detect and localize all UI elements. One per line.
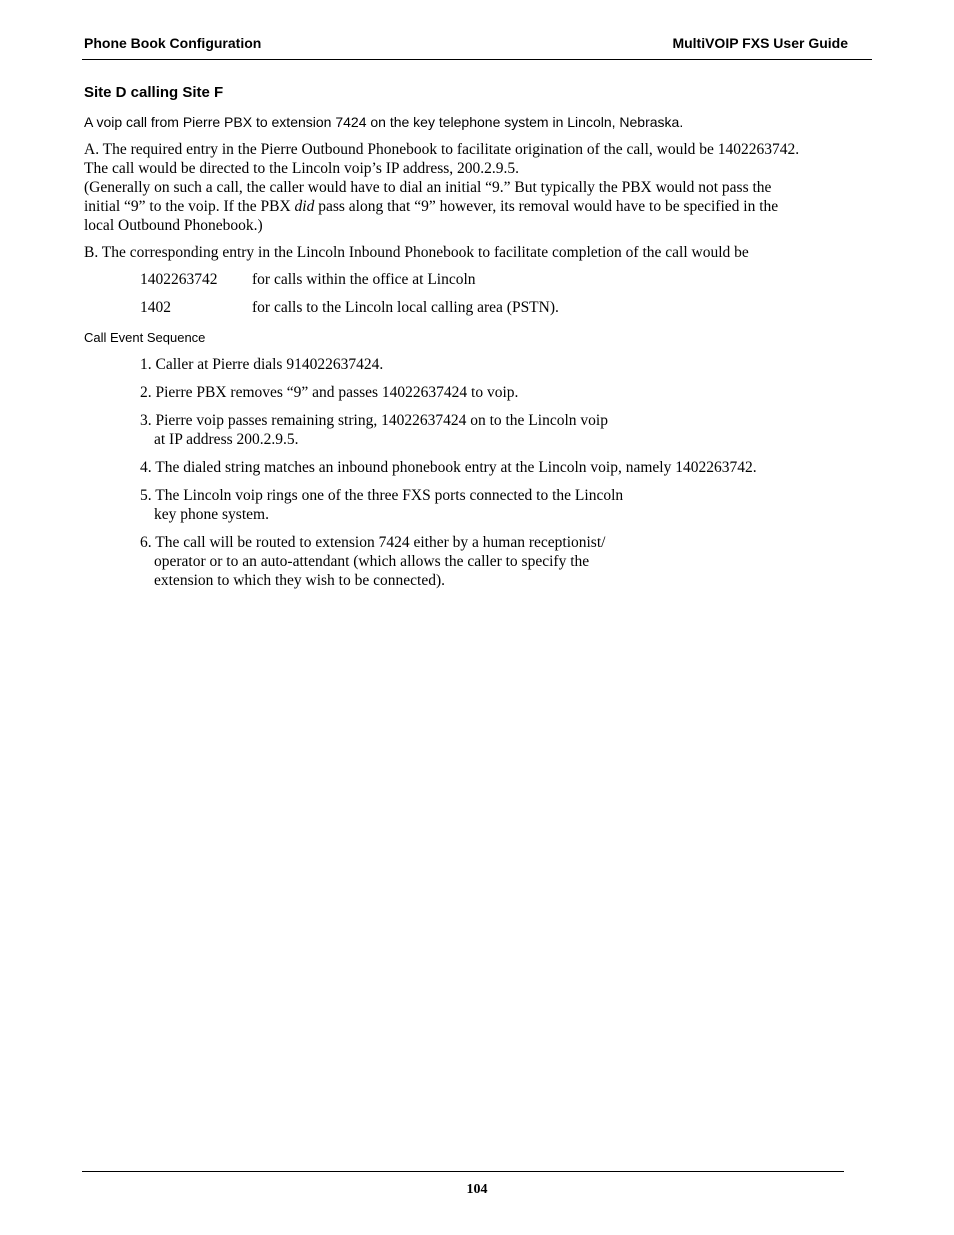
section-title: Site D calling Site F: [84, 84, 224, 101]
paragraph-a-line: (Generally on such a call, the caller would have to dial an initial “9.” But typically the PBX would not pass the: [84, 179, 772, 196]
paragraph-a-text: pass along that “9” however, its removal would have to be specified in the: [314, 198, 779, 215]
paragraph-a-line: A. The required entry in the Pierre Outbound Phonebook to facilitate origination of the call, would be 1402263742.: [84, 141, 800, 158]
sequence-title: Call Event Sequence: [84, 330, 206, 345]
step-line: 6. The call will be routed to extension 7424 either by a human receptionist/: [140, 534, 606, 551]
step-line: extension to which they wish to be connected).: [154, 572, 445, 589]
sequence-step: [140, 458, 757, 477]
sequence-step: [140, 355, 383, 374]
page-number: 104: [466, 1182, 488, 1197]
paragraph-a: [84, 140, 884, 235]
step-line: key phone system.: [154, 506, 269, 523]
entry-description: for calls to the Lincoln local calling area (PSTN).: [252, 299, 559, 316]
header-guide-title: MultiVOIP FXS User Guide: [672, 35, 848, 51]
sequence-step: [140, 383, 518, 402]
sequence-step: [140, 411, 608, 449]
sequence-step: [140, 486, 623, 524]
header-divider: [82, 59, 872, 60]
emphasis-did: did: [294, 198, 315, 215]
paragraph-a-text: initial “9” to the voip. If the PBX: [84, 198, 295, 215]
entry-number: 1402: [140, 299, 171, 316]
sequence-step: [140, 533, 605, 590]
step-line: 4. The dialed string matches an inbound phonebook entry at the Lincoln voip, namely 1402263742.: [140, 459, 757, 476]
step-line: 2. Pierre PBX removes “9” and passes 14022637424 to voip.: [140, 384, 519, 401]
paragraph-b: B. The corresponding entry in the Lincoln Inbound Phonebook to facilitate completion of the call would be: [84, 244, 749, 261]
step-line: at IP address 200.2.9.5.: [154, 431, 299, 448]
step-line: operator or to an auto-attendant (which allows the caller to specify the: [154, 553, 590, 570]
step-line: 1. Caller at Pierre dials 914022637424.: [140, 356, 384, 373]
paragraph-a-line: [84, 197, 884, 216]
entry-description: for calls within the office at Lincoln: [252, 271, 476, 288]
footer-divider: [82, 1171, 844, 1172]
entry-number: 1402263742: [140, 271, 218, 288]
section-intro: A voip call from Pierre PBX to extension 7424 on the key telephone system in Lincoln, Nebraska.: [84, 114, 684, 130]
step-line: 3. Pierre voip passes remaining string, 14022637424 on to the Lincoln voip: [140, 412, 608, 429]
step-line: 5. The Lincoln voip rings one of the three FXS ports connected to the Lincoln: [140, 487, 624, 504]
paragraph-a-line: The call would be directed to the Lincoln voip’s IP address, 200.2.9.5.: [84, 160, 520, 177]
paragraph-a-line: local Outbound Phonebook.): [84, 217, 263, 234]
header-chapter-title: Phone Book Configuration: [84, 35, 262, 51]
